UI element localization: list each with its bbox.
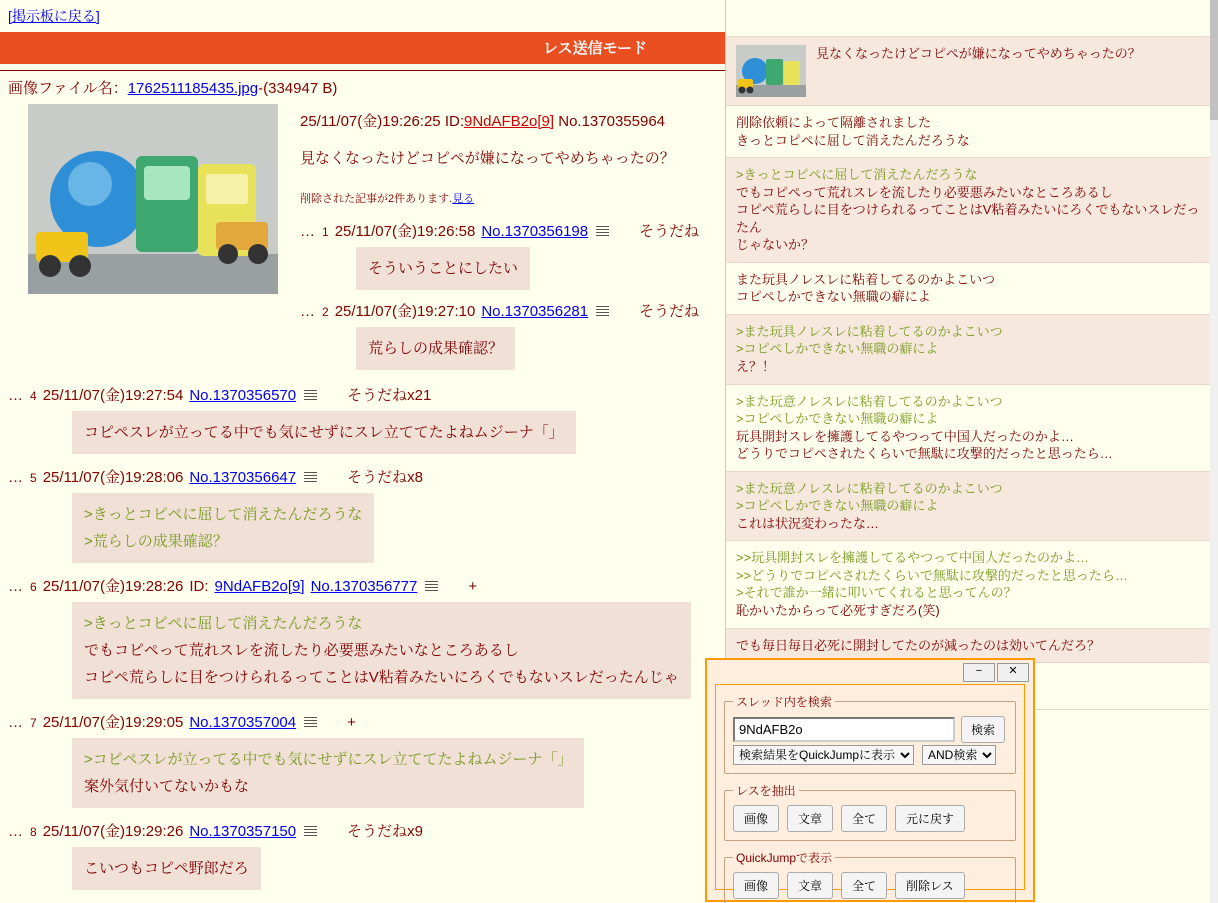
reply-dots[interactable]: …: [8, 469, 24, 486]
reply-quote-line: >コピペスレが立ってる中でも気にせずにスレ立ててたよねムジーナ「」: [84, 751, 573, 768]
quickjump-quote-line: >それで誰か一緒に叩いてくれると思ってんの？: [736, 585, 1017, 601]
search-row: [733, 716, 1007, 743]
op-id-label: ID:: [444, 113, 464, 130]
reply-sodane-button[interactable]: そうだねx21: [347, 387, 432, 404]
deleted-note-pre: 削除された記事が: [300, 193, 388, 205]
reply-index: 1: [322, 225, 329, 239]
op-datetime: 25/11/07(金)19:26:25: [300, 113, 441, 130]
image-filesize: -(334947 B): [258, 80, 338, 97]
quickjump-line: どうりでコピペされたくらいで無駄に攻撃的だったと思ったら…: [736, 446, 1113, 462]
quickjump-line: 削除依頼によって隔離されました: [736, 115, 932, 130]
quickjump-line: でもコピペって荒れスレを流したり必要悪みたいなところあるし: [736, 184, 1113, 200]
quickjump-line: え？！: [736, 359, 776, 375]
reply-body: [72, 411, 576, 454]
reply-sodane-button[interactable]: そうだね: [639, 223, 700, 240]
quickjump-text: [736, 480, 1208, 533]
reply-id-link[interactable]: 9NdAFB2o[9]: [214, 578, 305, 595]
quickjump-line: これは状況変わったな…: [736, 515, 879, 531]
extract-all-button[interactable]: 全て: [841, 805, 887, 832]
quickjump-text: [736, 637, 1208, 655]
quickjump-text: [736, 114, 1208, 149]
search-options-row: [733, 745, 1007, 765]
thread-search-dialog[interactable]: [705, 658, 1035, 902]
reply-line: 荒らしの成果確認？: [368, 340, 504, 357]
reply-datetime: 25/11/07(金)19:28:26: [42, 578, 184, 595]
quickjump-item[interactable]: [726, 541, 1218, 628]
reply-dots[interactable]: …: [8, 578, 24, 595]
reply-post-number[interactable]: No.1370357004: [189, 714, 297, 731]
deleted-note-link[interactable]: 見る: [452, 193, 475, 205]
reply-dots[interactable]: …: [8, 714, 24, 731]
reply-index: 4: [30, 389, 37, 403]
quickjump-item[interactable]: [726, 158, 1218, 263]
quickjump-text: [736, 549, 1208, 619]
reply-body: [72, 738, 584, 808]
quickjump-deleted-button[interactable]: 削除レス: [895, 872, 965, 899]
reply-post-number[interactable]: No.1370357150: [189, 823, 297, 840]
reply-line: コピペ荒らしに目をつけられるってことはV粘着みたいにろくでもないスレだったんじゃ: [84, 669, 679, 686]
reply-menu-icon[interactable]: [304, 389, 317, 400]
dialog-body: [715, 684, 1025, 893]
extract-images-button[interactable]: 画像: [733, 805, 779, 832]
quickjump-line: でも毎日毎日必死に開封してたのが減ったのは効いてんだろ？: [736, 637, 1101, 653]
quickjump-display-legend: QuickJumpで表示: [736, 851, 833, 865]
extract-text-button[interactable]: 文章: [787, 805, 833, 832]
quickjump-quote-line: >また玩具ノレスレに粘着してるのかよこいつ: [736, 323, 1003, 339]
search-in-thread-group: [724, 693, 1016, 774]
quickjump-quote-line: >また玩意ノレスレに粘着してるのかよこいつ: [736, 480, 1003, 496]
quickjump-scrollbar-thumb[interactable]: [1210, 0, 1218, 120]
quickjump-text: [736, 271, 1208, 306]
reply-menu-icon[interactable]: [304, 716, 317, 727]
extract-posts-group: [724, 782, 1016, 841]
quickjump-line: コピペしかできない無職の癖によ: [736, 289, 931, 305]
reply-menu-icon[interactable]: [304, 471, 317, 482]
reply-body: [72, 847, 261, 890]
quickjump-quote-line: >>どうりでコピペされたくらいで無駄に攻撃的だったと思ったら…: [736, 567, 1128, 583]
quickjump-text-button[interactable]: 文章: [787, 872, 833, 899]
quickjump-images-button[interactable]: 画像: [733, 872, 779, 899]
reply-post-number[interactable]: No.1370356281: [481, 303, 589, 320]
quickjump-line: 見なくなったけどコピペが嫌になってやめちゃったの？: [816, 46, 1141, 61]
minimize-icon[interactable]: −: [963, 663, 995, 682]
reply-datetime: 25/11/07(金)19:29:05: [42, 714, 184, 731]
reply-line: こいつもコピペ野郎だろ: [84, 860, 249, 877]
reply-id-label: ID:: [189, 578, 209, 595]
op-post-number: No.1370355964: [558, 113, 665, 130]
reply-line: 案外気付いてないかもな: [84, 778, 250, 795]
reply-dots[interactable]: …: [300, 303, 316, 320]
quickjump-quote-line: >コピペしかできない無職の癖によ: [736, 411, 939, 427]
quickjump-item[interactable]: [726, 106, 1218, 158]
reply-index: 5: [30, 471, 37, 485]
reply-body: [72, 602, 691, 699]
quickjump-text: [736, 323, 1208, 376]
reply-quote-line: >荒らしの成果確認？: [84, 533, 228, 550]
reply-post-number[interactable]: No.1370356570: [189, 387, 297, 404]
quickjump-quote-line: >また玩意ノレスレに粘着してるのかよこいつ: [736, 393, 1003, 409]
reply-line: そういうことにしたい: [368, 260, 519, 277]
quickjump-text: [816, 45, 1208, 63]
reply-sodane-button[interactable]: +: [347, 714, 356, 731]
reply-dots[interactable]: …: [300, 223, 316, 240]
quickjump-quote-line: >>玩具開封スレを擁護してるやつって中国人だったのかよ…: [736, 550, 1090, 566]
reply-index: 7: [30, 716, 37, 730]
reply-index: 8: [30, 825, 37, 839]
reply-post-number[interactable]: No.1370356647: [189, 469, 297, 486]
reply-datetime: 25/11/07(金)19:27:10: [334, 303, 476, 320]
search-button[interactable]: 検索: [961, 716, 1005, 743]
quickjump-all-button[interactable]: 全て: [841, 872, 887, 899]
reply-post-number[interactable]: No.1370356777: [310, 578, 418, 595]
quickjump-quote-line: >きっとコピペに屈して消えたんだろうな: [736, 167, 978, 183]
post-mode-label: レス送信モード: [543, 40, 647, 57]
reply-datetime: 25/11/07(金)19:26:58: [334, 223, 476, 240]
reply-dots[interactable]: …: [8, 823, 24, 840]
image-filename-link[interactable]: 1762511185435.jpg: [127, 80, 259, 97]
quickjump-quote-line: >コピペしかできない無職の癖によ: [736, 341, 939, 357]
quickjump-line: きっとコピペに屈して消えたんだろうな: [736, 132, 970, 148]
search-logic-select[interactable]: [922, 745, 996, 765]
close-icon[interactable]: ✕: [997, 663, 1029, 682]
quickjump-item[interactable]: [726, 315, 1218, 385]
result-display-select[interactable]: [733, 745, 914, 765]
quickjump-line: コピペ荒らしに目をつけられるってことはV粘着みたいにろくでもないスレだったん: [736, 202, 1200, 235]
deleted-note-count: 2件あります.: [388, 193, 453, 205]
quickjump-thumbnail-image[interactable]: [736, 45, 806, 97]
op-text: 見なくなったけどコピペが嫌になってやめちゃったの？: [300, 150, 675, 167]
op-id-link[interactable]: 9NdAFB2o[9]: [464, 113, 555, 130]
reply-post-number[interactable]: No.1370356198: [481, 223, 589, 240]
reply-index: 6: [30, 580, 37, 594]
reply-quote-line: >きっとコピペに屈して消えたんだろうな: [84, 506, 363, 523]
reply-menu-icon[interactable]: [596, 225, 609, 236]
extract-buttons-row: [733, 805, 1007, 832]
quickjump-spacer: [726, 0, 1218, 37]
quickjump-item[interactable]: [726, 263, 1218, 315]
quickjump-scrollbar[interactable]: [1210, 0, 1218, 903]
search-in-thread-legend: スレッド内を検索: [736, 695, 832, 709]
extract-posts-legend: レスを抽出: [736, 784, 796, 798]
back-to-board-link[interactable]: [掲示板に戻る]: [8, 8, 100, 24]
quickjump-item[interactable]: [726, 472, 1218, 542]
image-filename-label: 画像ファイル名：: [8, 80, 128, 97]
reply-line: でもコピペって荒れスレを流したり必要悪みたいなところあるし: [84, 642, 519, 659]
extract-reset-button[interactable]: 元に戻す: [895, 805, 965, 832]
reply-body: [72, 493, 374, 563]
search-input[interactable]: [733, 717, 955, 742]
reply-datetime: 25/11/07(金)19:28:06: [42, 469, 184, 486]
reply-sodane-button[interactable]: そうだねx8: [347, 469, 423, 486]
quickjump-line: また玩具ノレスレに粘着してるのかよこいつ: [736, 271, 996, 287]
reply-sodane-button[interactable]: そうだねx9: [347, 823, 423, 840]
reply-menu-icon[interactable]: [425, 580, 438, 591]
quickjump-quote-line: >コピペしかできない無職の癖によ: [736, 498, 939, 514]
quickjump-buttons-row: [733, 872, 1007, 899]
reply-body: [356, 247, 530, 290]
reply-body: [356, 327, 515, 370]
quickjump-text: [736, 393, 1208, 463]
reply-index: 2: [322, 305, 329, 319]
reply-datetime: 25/11/07(金)19:29:26: [42, 823, 184, 840]
reply-menu-icon[interactable]: [304, 825, 317, 836]
quickjump-item[interactable]: [726, 385, 1218, 472]
op-thumbnail-image[interactable]: [28, 104, 278, 294]
quickjump-display-group: [724, 849, 1016, 903]
reply-datetime: 25/11/07(金)19:27:54: [42, 387, 184, 404]
quickjump-line: 玩具開封スレを擁護してるやつって中国人だったのかよ…: [736, 428, 1074, 444]
reply-dots[interactable]: …: [8, 387, 24, 404]
quickjump-item[interactable]: [726, 37, 1218, 106]
quickjump-line: じゃないか？: [736, 237, 815, 253]
quickjump-line: 恥かいたからって必死すぎだろ(笑): [736, 603, 940, 619]
dialog-titlebar[interactable]: [707, 660, 1033, 682]
reply-line: コピペスレが立ってる中でも気にせずにスレ立ててたよねムジーナ「」: [84, 424, 564, 441]
reply-sodane-button[interactable]: そうだね: [639, 303, 700, 320]
reply-quote-line: >きっとコピペに屈して消えたんだろうな: [84, 615, 363, 632]
reply-sodane-button[interactable]: +: [468, 578, 478, 595]
quickjump-text: [736, 166, 1208, 254]
reply-menu-icon[interactable]: [596, 305, 609, 316]
